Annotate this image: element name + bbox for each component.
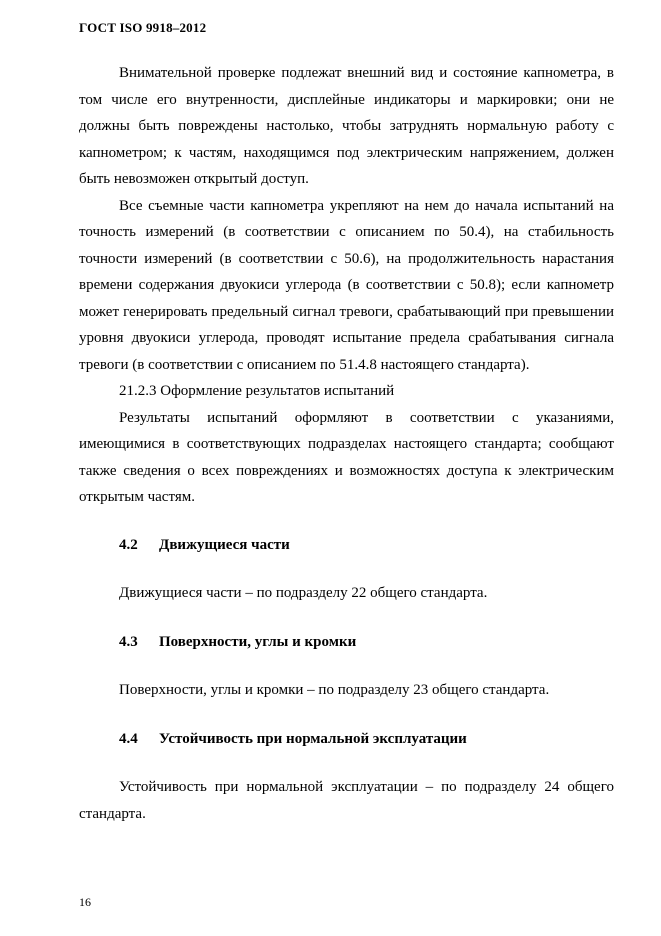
section-title: Устойчивость при нормальной эксплуатации xyxy=(159,730,467,747)
section-number: 4.3 xyxy=(119,633,138,650)
subsection-heading-results: 21.2.3 Оформление результатов испытаний xyxy=(119,383,395,399)
section-title: Движущиеся части xyxy=(159,536,290,553)
section-number: 4.2 xyxy=(119,536,138,553)
paragraph-results: Результаты испытаний оформляют в соответствии с указаниями, имеющимися в соответствующих подразделах настоящего стандарта; сообщают также сведения о всех повреждениях и возможностях доступа к электрическим открытым частям. xyxy=(79,409,614,505)
page-body xyxy=(79,60,614,827)
section-heading xyxy=(79,726,614,753)
section-text: Поверхности, углы и кромки – по подразделу 23 общего стандарта. xyxy=(119,682,550,698)
paragraph-inspection: Внимательной проверке подлежат внешний вид и состояние капнометра, в том числе его внутренности, дисплейные индикаторы и маркировки; они не должны быть повреждены настолько, чтобы затруднять нормальную работу с капнометром; к частям, находящимся под электрическим напряжением, должен быть невозможен открытый доступ. xyxy=(79,65,614,187)
page-number: 16 xyxy=(79,895,91,909)
section-text: Устойчивость при нормальной эксплуатации – по подразделу 24 общего стандарта. xyxy=(79,779,614,822)
section-heading xyxy=(79,532,614,559)
section-number: 4.4 xyxy=(119,730,138,747)
document-header: ГОСТ ISO 9918–2012 xyxy=(79,20,207,35)
section-heading xyxy=(79,629,614,656)
section-title: Поверхности, углы и кромки xyxy=(159,633,357,650)
paragraph-removable-parts: Все съемные части капнометра укрепляют на нем до начала испытаний на точность измерений (в соответствии с описанием по 50.4), на стабильность точности измерений (в соответствии с 50.6), на продолжительность нарастания времени содержания двуокиси углерода (в соответствии с 50.8); если капнометр может генерировать предельный сигнал тревоги, срабатывающий при превышении уровня двуокиси углерода, проводят испытание предела срабатывания сигнала тревоги (в соответствии с описанием по 51.4.8 настоящего стандарта). xyxy=(79,197,614,373)
section-text: Движущиеся части – по подразделу 22 общего стандарта. xyxy=(119,585,488,601)
